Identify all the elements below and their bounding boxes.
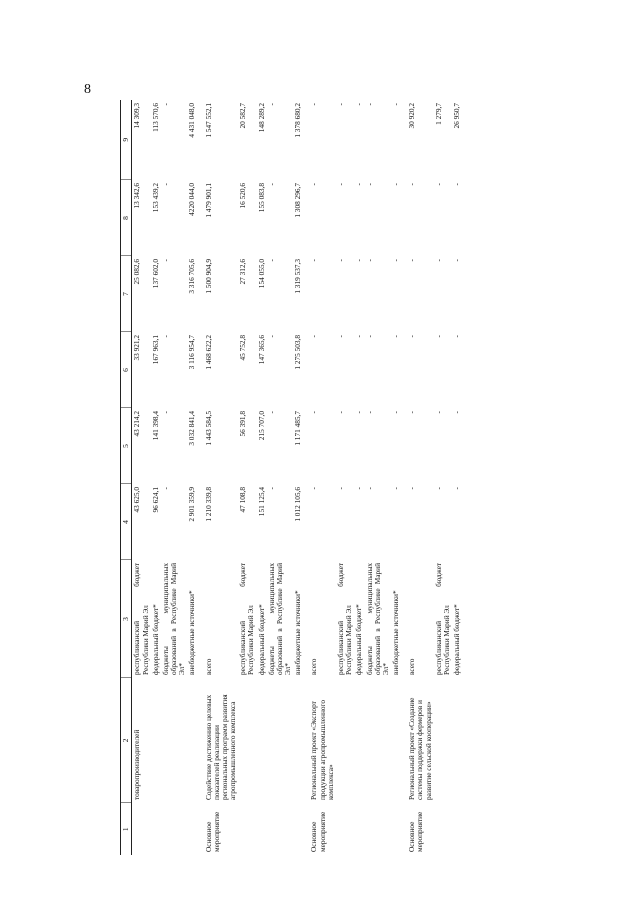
row-name-cell (452, 678, 462, 803)
value-cell: 1 500 904,9 (203, 259, 213, 294)
table-row (354, 100, 364, 855)
row-category-cell: Основное мероприятие (309, 811, 327, 852)
row-source-cell: республиканский бюджет Республики Марий Эл (132, 563, 150, 675)
value-cell: 4220 044,0 (187, 183, 197, 216)
row-source-cell: внебюджетные источники* (293, 590, 303, 675)
value-cell: 43 214,2 (132, 411, 142, 437)
value-cell: 14 309,3 (132, 103, 142, 129)
table-row (365, 100, 392, 855)
value-cell: - (160, 103, 170, 106)
value-cell: - (266, 487, 276, 490)
value-cell: 26 950,7 (452, 103, 462, 129)
value-cell: - (309, 183, 319, 186)
row-category-cell: Основное мероприятие (407, 811, 425, 852)
row-source-cell: республиканский бюджет Республики Марий Эл (433, 563, 451, 675)
row-category-cell (151, 803, 161, 855)
value-cell: 3 316 705,6 (187, 259, 197, 294)
value-cell: - (354, 411, 364, 414)
value-cell: - (160, 259, 170, 262)
page-number: 8 (84, 82, 91, 97)
value-cell: 33 921,2 (132, 335, 142, 361)
table-row (257, 100, 267, 855)
value-cell: - (266, 411, 276, 414)
value-cell: - (309, 411, 319, 414)
rotated-table-container (120, 100, 639, 855)
row-category-cell (336, 803, 354, 855)
table-row (151, 100, 161, 855)
budget-table (120, 100, 462, 855)
value-cell: 43 625,0 (132, 487, 142, 513)
value-cell: 45 752,8 (238, 335, 248, 361)
header-cell: 5 (121, 408, 132, 484)
value-cell: - (336, 411, 345, 414)
value-cell: 1 171 485,7 (293, 411, 303, 446)
value-cell: 1 547 552,1 (203, 103, 213, 138)
value-cell: 1 279,7 (433, 103, 443, 125)
value-cell: - (354, 335, 364, 338)
value-cell: - (336, 183, 345, 186)
row-name-cell (354, 678, 364, 803)
value-cell: - (266, 259, 276, 262)
value-cell: - (433, 335, 443, 338)
value-cell: - (336, 335, 345, 338)
row-source-cell: федеральный бюджет* (256, 604, 266, 675)
row-category-cell (293, 803, 303, 855)
value-cell: - (433, 411, 443, 414)
value-cell: - (354, 259, 364, 262)
header-cell: 7 (121, 256, 132, 332)
table-row (204, 100, 239, 855)
value-cell: 3 116 954,7 (187, 335, 197, 370)
row-source-cell: бюджеты муниципальных образований в Республике Марий Эл* (364, 563, 390, 675)
header-cell: 9 (121, 100, 132, 180)
row-source-cell: внебюджетные источники* (187, 590, 197, 675)
value-cell: 13 342,6 (132, 183, 142, 209)
value-cell: 167 963,1 (150, 335, 160, 365)
value-cell: - (452, 335, 462, 338)
header-cell: 4 (121, 484, 132, 560)
value-cell: 1 210 339,8 (203, 487, 213, 522)
value-cell: 1 468 622,2 (203, 335, 213, 370)
value-cell: - (160, 487, 170, 490)
value-cell: 25 082,6 (132, 259, 142, 285)
value-cell: 1 012 105,6 (293, 487, 303, 522)
row-name-cell (187, 678, 197, 803)
value-cell: 27 312,6 (238, 259, 248, 285)
row-name-cell: Содействие достижению целевых показателей реализации региональных программ развития агропромышленного комплекса (203, 694, 238, 800)
value-cell: - (160, 183, 170, 186)
value-cell: - (336, 259, 345, 262)
row-source-cell: внебюджетные источники* (391, 590, 401, 675)
value-cell: 20 582,7 (238, 103, 248, 129)
row-source-cell: республиканский бюджет Республики Марий Эл (238, 563, 256, 675)
value-cell: - (391, 411, 401, 414)
value-cell: 153 439,2 (150, 183, 160, 213)
table-row (187, 100, 197, 855)
value-cell: - (309, 487, 319, 490)
table-row (309, 100, 336, 855)
row-name-cell (257, 678, 267, 803)
value-cell: - (309, 259, 319, 262)
table-row (238, 100, 256, 855)
row-category-cell (365, 803, 392, 855)
row-name-cell: Региональный проект «Экспорт продукции агропромышленного комплекса» (309, 700, 335, 800)
value-cell: - (452, 183, 462, 186)
value-cell: - (391, 487, 401, 490)
value-cell: - (391, 335, 401, 338)
value-cell: - (266, 183, 276, 186)
table-row (161, 100, 188, 855)
table-row (336, 100, 354, 855)
value-cell: - (364, 487, 374, 490)
header-cell: 6 (121, 332, 132, 408)
table-row (132, 100, 151, 855)
value-cell: - (364, 183, 374, 186)
row-name-cell (365, 678, 392, 803)
table-body (132, 100, 462, 855)
value-cell: - (433, 259, 443, 262)
value-cell: - (160, 335, 170, 338)
value-cell: 147 365,6 (256, 335, 266, 365)
row-category-cell (187, 803, 197, 855)
row-source-cell: бюджеты муниципальных образований в Республике Марий Эл* (266, 563, 293, 675)
row-name-cell (267, 678, 294, 803)
value-cell: - (407, 411, 417, 414)
row-category-cell (452, 803, 462, 855)
row-source-cell: всего (407, 658, 417, 675)
value-cell: - (452, 411, 462, 414)
value-cell: - (433, 487, 443, 490)
value-cell: 1 378 680,2 (293, 103, 303, 138)
value-cell: - (407, 183, 417, 186)
table-row (452, 100, 462, 855)
row-category-cell (267, 803, 294, 855)
value-cell: - (364, 335, 374, 338)
value-cell: - (336, 487, 345, 490)
row-name-cell: товаропроизводителей (132, 729, 142, 800)
value-cell: 155 083,8 (256, 183, 266, 213)
value-cell: 96 624,1 (150, 487, 160, 513)
row-name-cell: Региональный проект «Создание системы поддержки фермеров и развитие сельской кооперации» (407, 697, 433, 800)
value-cell: 141 398,4 (150, 411, 160, 441)
row-category-cell (257, 803, 267, 855)
value-cell: - (364, 259, 374, 262)
value-cell: - (364, 411, 374, 414)
value-cell: - (407, 335, 417, 338)
row-category-cell (354, 803, 364, 855)
value-cell: - (266, 103, 276, 106)
row-name-cell (161, 678, 188, 803)
header-cell: 8 (121, 180, 132, 256)
value-cell: - (391, 259, 401, 262)
value-cell: - (266, 335, 276, 338)
row-name-cell (238, 678, 256, 803)
value-cell: 2 901 359,9 (187, 487, 197, 522)
value-cell: 4 431 048,0 (187, 103, 197, 138)
row-source-cell: всего (309, 658, 319, 675)
value-cell: - (354, 487, 364, 490)
header-cell: 3 (121, 560, 132, 678)
value-cell: 113 570,6 (150, 103, 160, 132)
value-cell: 151 125,4 (256, 487, 266, 517)
row-name-cell (391, 678, 401, 803)
value-cell: - (309, 335, 319, 338)
value-cell: 30 920,2 (407, 103, 417, 129)
row-source-cell: бюджеты муниципальных образований в Республике Марий Эл* (160, 563, 187, 675)
value-cell: 148 289,2 (256, 103, 266, 133)
table-row (434, 100, 452, 855)
table-row (407, 100, 434, 855)
value-cell: - (160, 411, 170, 414)
value-cell: 3 032 841,4 (187, 411, 197, 446)
value-cell: - (391, 183, 401, 186)
row-category-cell (391, 803, 401, 855)
header-cell: 2 (121, 678, 132, 803)
value-cell: - (433, 183, 443, 186)
value-cell: - (336, 103, 345, 106)
row-category-cell (132, 803, 151, 855)
row-name-cell (293, 678, 303, 803)
row-source-cell: федеральный бюджет* (354, 604, 364, 675)
row-name-cell (434, 678, 452, 803)
row-category-cell (161, 803, 188, 855)
row-name-cell (151, 678, 161, 803)
row-category-cell: Основное мероприятие (203, 811, 221, 852)
row-source-cell: федеральный бюджет* (452, 604, 462, 675)
row-source-cell: всего (203, 658, 213, 675)
row-source-cell: федеральный бюджет* (150, 604, 160, 675)
header-cell: 1 (121, 803, 132, 855)
row-name-cell (336, 678, 354, 803)
value-cell: 47 108,8 (238, 487, 248, 513)
row-source-cell: республиканский бюджет Республики Марий Эл (336, 563, 354, 675)
value-cell: - (309, 103, 319, 106)
value-cell: - (452, 259, 462, 262)
table-row (391, 100, 401, 855)
table-row (293, 100, 303, 855)
value-cell: 1 275 503,8 (293, 335, 303, 370)
value-cell: 1 308 296,7 (293, 183, 303, 218)
value-cell: - (407, 259, 417, 262)
value-cell: 215 707,0 (256, 411, 266, 441)
value-cell: 56 391,8 (238, 411, 248, 437)
value-cell: - (364, 103, 374, 106)
row-category-cell (238, 803, 256, 855)
value-cell: 16 520,6 (238, 183, 248, 209)
value-cell: 1 319 537,3 (293, 259, 303, 294)
value-cell: 1 443 584,5 (203, 411, 213, 446)
table-header-row (121, 100, 132, 855)
value-cell: - (354, 183, 364, 186)
value-cell: - (391, 103, 401, 106)
table-row (267, 100, 294, 855)
value-cell: 137 602,0 (150, 259, 160, 289)
row-category-cell (434, 803, 452, 855)
value-cell: 154 055,0 (256, 259, 266, 289)
value-cell: - (354, 103, 364, 106)
value-cell: 1 479 901,1 (203, 183, 213, 218)
value-cell: - (407, 487, 417, 490)
value-cell: - (452, 487, 462, 490)
